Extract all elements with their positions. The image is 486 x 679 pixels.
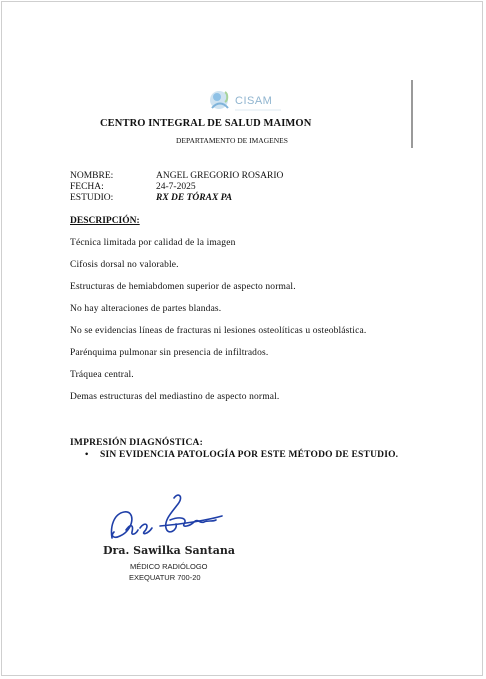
finding: Parénquima pulmonar sin presencia de infiltrados. (70, 348, 269, 358)
impression-title: IMPRESIÓN DIAGNÓSTICA: (70, 438, 203, 448)
finding: Demas estructuras del mediastino de aspecto normal. (70, 392, 280, 402)
department-name: DEPARTAMENTO DE IMAGENES (176, 136, 288, 145)
name-row (70, 171, 283, 182)
study-value: RX DE TÓRAX PA (156, 193, 233, 203)
finding: No se evidencias líneas de fracturas ni lesiones osteolíticas u osteoblástica. (70, 326, 367, 336)
finding: Técnica limitada por calidad de la imagen (70, 238, 236, 248)
doctor-role: MÉDICO RADIÓLOGO (130, 562, 208, 571)
finding: Cifosis dorsal no valorable. (70, 260, 179, 270)
name-label: NOMBRE: (70, 171, 114, 181)
handwritten-signature (104, 490, 234, 550)
impression-item: • SIN EVIDENCIA PATOLOGÍA POR ESTE MÉTODO DE ESTUDIO. (70, 450, 398, 460)
name-value: ANGEL GREGORIO ROSARIO (156, 171, 284, 181)
description-title: DESCRIPCIÓN: (70, 216, 140, 226)
organization-name: CENTRO INTEGRAL DE SALUD MAIMON (100, 118, 312, 129)
patient-info (70, 171, 283, 204)
findings (70, 238, 410, 414)
date-value: 24-7-2025 (156, 182, 196, 192)
study-label: ESTUDIO: (70, 193, 114, 203)
finding: No hay alteraciones de partes blandas. (70, 304, 222, 314)
study-row (70, 193, 283, 204)
finding: Estructuras de hemiabdomen superior de aspecto normal. (70, 282, 296, 292)
date-label: FECHA: (70, 182, 104, 192)
doctor-exequatur: EXEQUATUR 700-20 (129, 573, 201, 582)
impression-list (70, 450, 398, 460)
doctor-name: Dra. Sawilka Santana (103, 544, 235, 557)
header-divider (411, 80, 413, 148)
finding: Tráquea central. (70, 370, 134, 380)
logo-text: CISAM (235, 95, 273, 107)
date-row (70, 182, 283, 193)
